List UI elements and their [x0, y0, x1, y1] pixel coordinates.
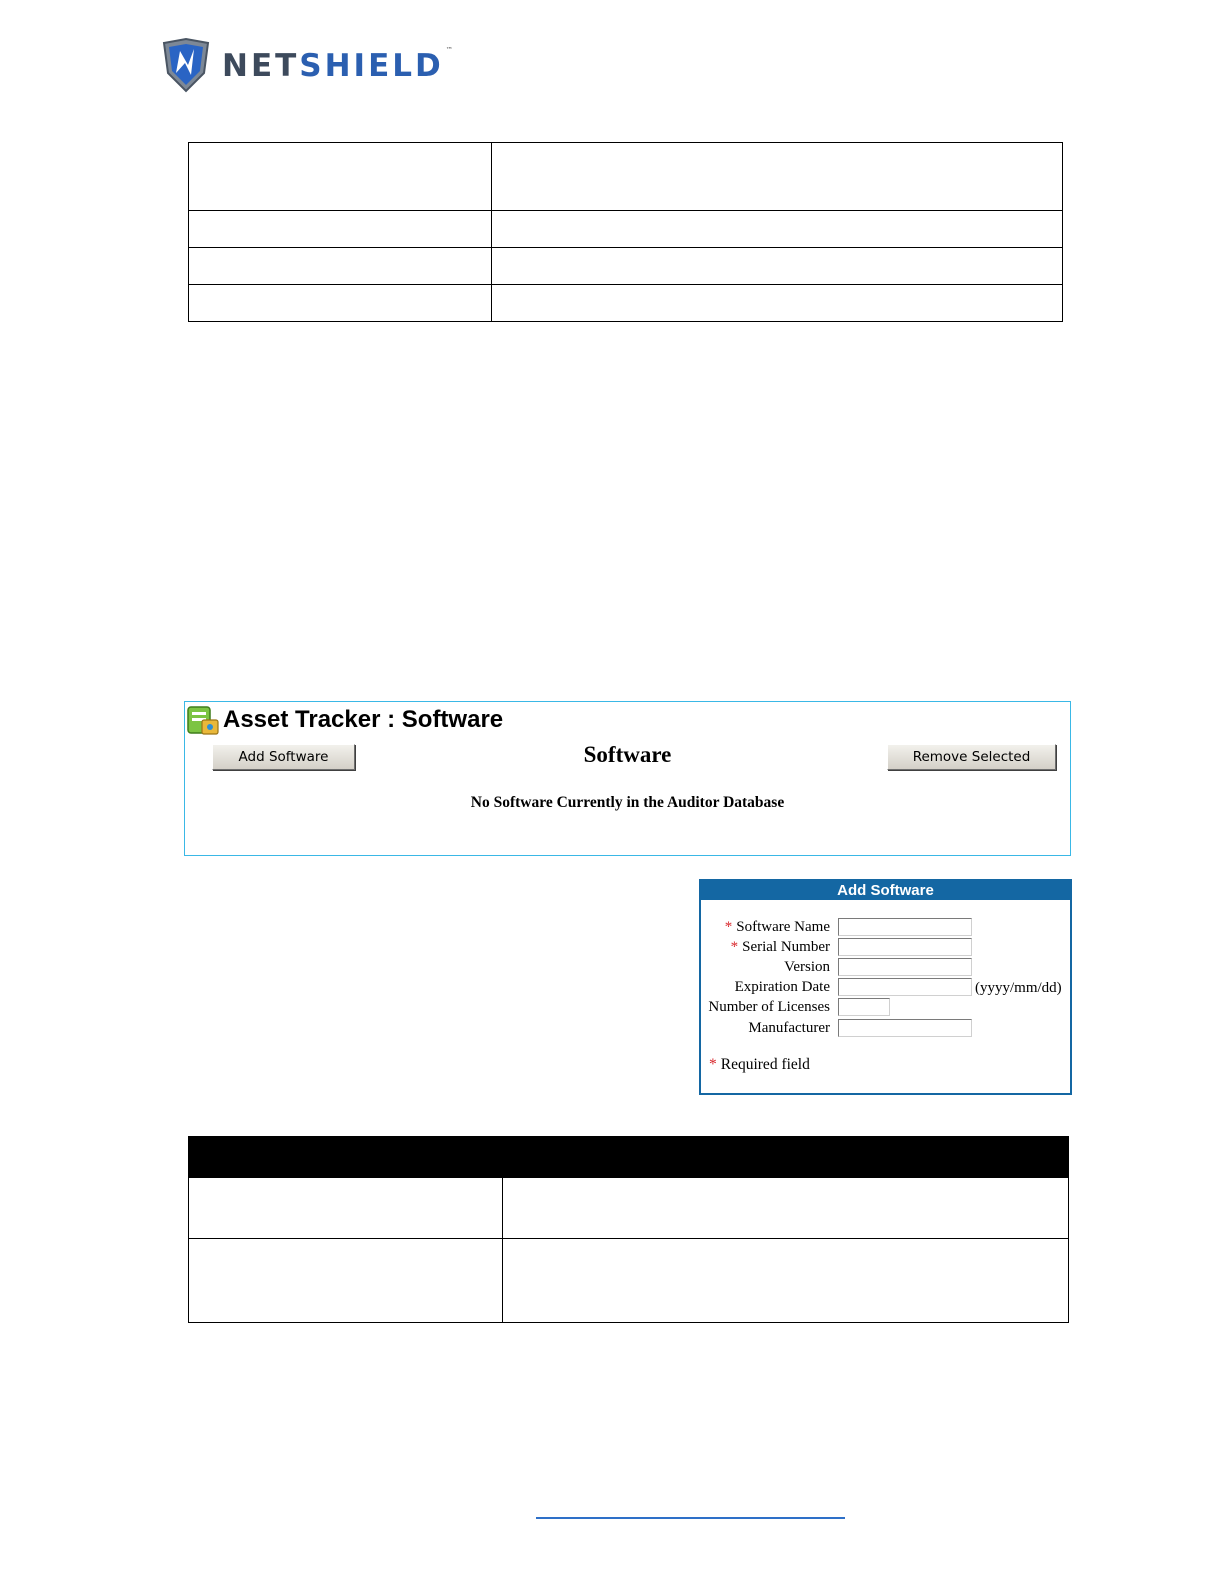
table-cell	[492, 285, 1063, 322]
table-cell	[492, 143, 1063, 211]
remove-selected-button[interactable]: Remove Selected	[887, 744, 1056, 770]
asset-tracker-panel	[184, 701, 1071, 856]
table-cell	[189, 211, 492, 248]
form-header: Add Software	[701, 881, 1070, 900]
software-name-input[interactable]	[838, 918, 972, 936]
table-cell	[189, 248, 492, 285]
required-marker: *	[709, 1056, 717, 1073]
table-cell	[503, 1239, 1069, 1323]
page-title: Asset Tracker : Software	[223, 706, 504, 733]
empty-list-message: No Software Currently in the Auditor Database	[470, 794, 785, 811]
serial-number-input[interactable]	[838, 938, 972, 956]
version-input[interactable]	[838, 958, 972, 976]
netshield-logo	[160, 36, 453, 94]
table-cell	[189, 143, 492, 211]
software-heading: Software	[583, 742, 672, 767]
number-of-licenses-input[interactable]	[838, 998, 890, 1016]
table-cell	[189, 285, 492, 322]
required-field-note: * Required field	[709, 1056, 810, 1073]
form-row-expiration-date	[701, 977, 1070, 997]
date-format-hint: (yyyy/mm/dd)	[975, 980, 1062, 996]
table-cell	[492, 248, 1063, 285]
logo-wordmark: NETSHIELD	[222, 48, 444, 84]
add-software-button[interactable]: Add Software	[212, 744, 355, 770]
shield-logo-icon	[160, 37, 212, 93]
manufacturer-label: Manufacturer	[748, 1020, 830, 1036]
form-row-software-name	[701, 917, 1070, 937]
required-marker: *	[724, 919, 733, 935]
expiration-date-label: Expiration Date	[734, 979, 830, 995]
table-cell	[492, 211, 1063, 248]
asset-tracker-icon	[186, 703, 220, 737]
table-cell	[189, 1239, 503, 1323]
form-row-version	[701, 957, 1070, 977]
table-cell	[189, 1178, 503, 1239]
serial-number-label: * Serial Number	[730, 939, 830, 955]
table-header-bar	[189, 1137, 1069, 1178]
add-software-form	[699, 879, 1072, 1095]
expiration-date-input[interactable]	[838, 978, 972, 996]
table-cell	[503, 1178, 1069, 1239]
bottom-info-table	[188, 1136, 1069, 1323]
required-marker: *	[730, 939, 739, 955]
top-info-table	[188, 142, 1063, 322]
footer-link[interactable]	[536, 1517, 845, 1519]
tracker-title-bar	[185, 702, 503, 738]
manufacturer-input[interactable]	[838, 1019, 972, 1037]
version-label: Version	[784, 959, 830, 975]
software-name-label: * Software Name	[724, 919, 830, 935]
form-row-number-of-licenses	[701, 997, 1070, 1017]
trademark-symbol: ™	[445, 46, 453, 54]
number-of-licenses-label: Number of Licenses	[708, 999, 830, 1015]
form-row-manufacturer	[701, 1018, 1070, 1038]
form-row-serial-number	[701, 937, 1070, 957]
